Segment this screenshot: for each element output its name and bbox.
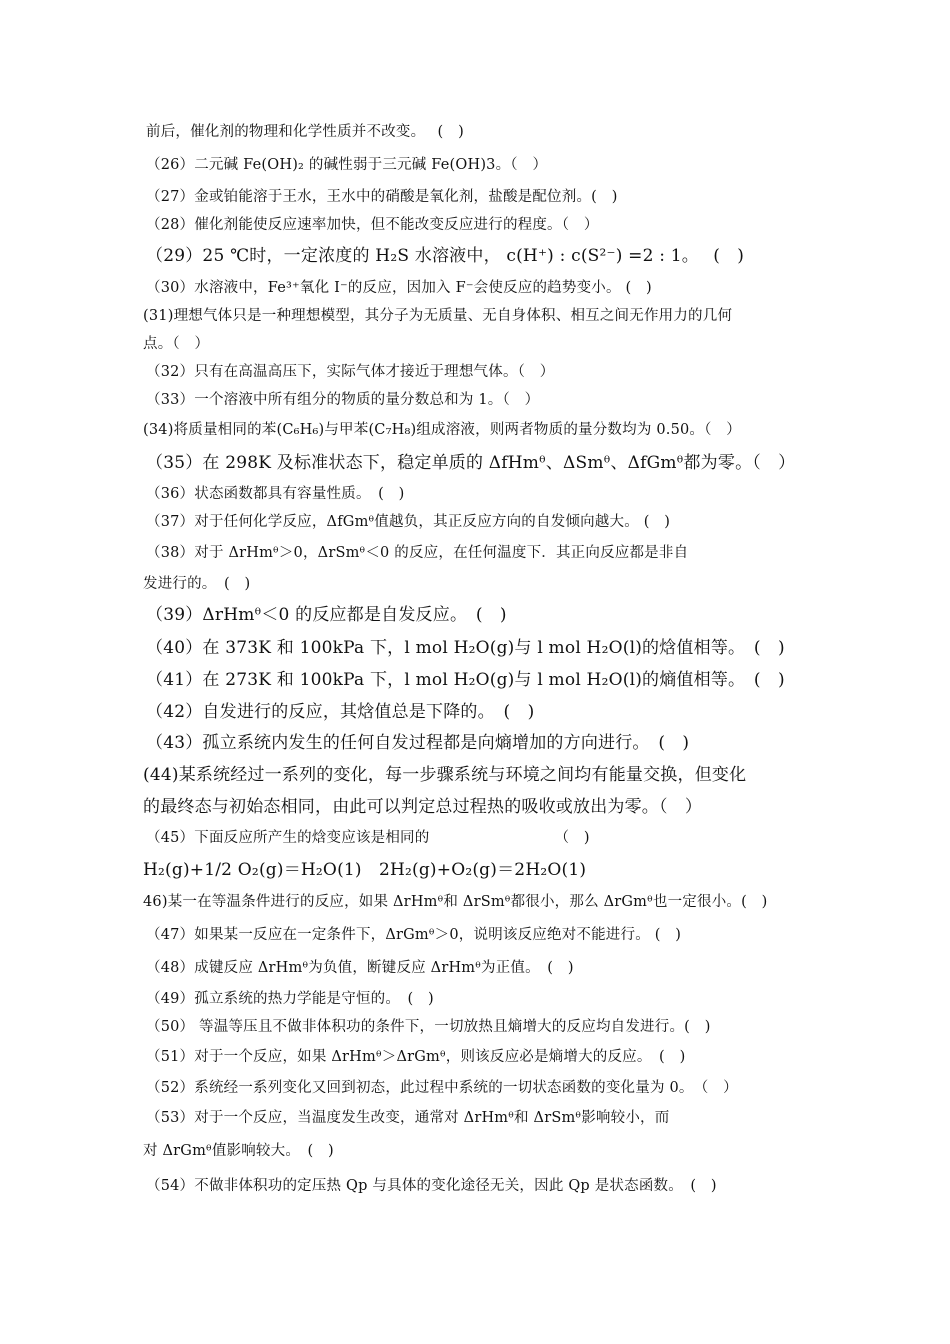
question-44-cont: 的最终态与初始态相同，由此可以判定总过程热的吸收或放出为零。（ ） bbox=[143, 797, 703, 817]
question-37: （37）对于任何化学反应，ΔfGmᶿ值越负，其正反应方向的自发倾向越大。 ( ) bbox=[146, 514, 671, 530]
question-48: （48）成键反应 ΔrHmᶿ为负值，断键反应 ΔrHmᶿ为正值。 ( ) bbox=[146, 960, 574, 976]
question-38-cont: 发进行的。 ( ) bbox=[143, 576, 251, 592]
question-53-cont: 对 ΔrGmᶿ值影响较大。 ( ) bbox=[143, 1143, 334, 1159]
question-31-cont: 点。（ ） bbox=[143, 336, 210, 352]
question-30: （30）水溶液中，Fe³⁺氧化 I⁻的反应，因加入 F⁻会使反应的趋势变小。 ( ) bbox=[146, 280, 652, 296]
question-44: (44)某系统经过一系列的变化，每一步骤系统与环境之间均有能量交换，但变化 bbox=[143, 765, 747, 785]
question-43: （43）孤立系统内发生的任何自发过程都是向熵增加的方向进行。 ( ) bbox=[146, 733, 690, 753]
question-39: （39）ΔrHmᶿ＜0 的反应都是自发反应。 ( ) bbox=[146, 605, 507, 625]
text-line: 前后，催化剂的物理和化学性质并不改变。 ( ) bbox=[146, 124, 464, 140]
question-32: （32）只有在高温高压下，实际气体才接近于理想气体。（ ） bbox=[146, 364, 555, 380]
question-35: （35）在 298K 及标准状态下，稳定单质的 ΔfHmᶿ、ΔSmᶿ、ΔfGmᶿ都为零。（ ） bbox=[146, 453, 796, 473]
question-52: （52）系统经一系列变化又回到初态，此过程中系统的一切状态函数的变化量为 0。 （ ） bbox=[146, 1080, 738, 1096]
question-26: （26）二元碱 Fe(OH)₂ 的碱性弱于三元碱 Fe(OH)3。（ ） bbox=[146, 157, 548, 173]
question-53: （53）对于一个反应，当温度发生改变，通常对 ΔrHmᶿ和 ΔrSmᶿ影响较小，而 bbox=[146, 1110, 670, 1126]
question-51: （51）对于一个反应，如果 ΔrHmᶿ＞ΔrGmᶿ，则该反应必是熵增大的反应。 ( ) bbox=[146, 1049, 686, 1065]
question-38: （38）对于 ΔrHmᶿ＞0，ΔrSmᶿ＜0 的反应，在任何温度下．其正向反应都是非自 bbox=[146, 545, 689, 561]
question-28: （28）催化剂能使反应速率加快，但不能改变反应进行的程度。（ ） bbox=[146, 217, 599, 233]
question-46: 46)某一在等温条件进行的反应，如果 ΔrHmᶿ和 ΔrSmᶿ都很小，那么 ΔrGmᶿ也一定很小。( ) bbox=[143, 894, 768, 910]
question-36: （36）状态函数都具有容量性质。 ( ) bbox=[146, 486, 405, 502]
question-40: （40）在 373K 和 100kPa 下，l mol H₂O(g)与 l mol H₂O(l)的焓值相等。 ( ) bbox=[146, 638, 785, 658]
question-45: （45）下面反应所产生的焓变应该是相同的 （ ) bbox=[146, 830, 590, 846]
question-47: （47）如果某一反应在一定条件下，ΔrGmᶿ＞0，说明该反应绝对不能进行。 ( ) bbox=[146, 927, 682, 943]
question-49: （49）孤立系统的热力学能是守恒的。 ( ) bbox=[146, 991, 434, 1007]
question-31: (31)理想气体只是一种理想模型，其分子为无质量、无自身体积、相互之间无作用力的几何 bbox=[143, 308, 733, 324]
question-41: （41）在 273K 和 100kPa 下，l mol H₂O(g)与 l mol H₂O(l)的熵值相等。 ( ) bbox=[146, 670, 785, 690]
question-29: （29）25 ℃时，一定浓度的 H₂S 水溶液中， c(H⁺) : c(S²⁻) =2 : 1。 ( ) bbox=[146, 246, 745, 266]
question-50: （50） 等温等压且不做非体积功的条件下，一切放热且熵增大的反应均自发进行。( ) bbox=[146, 1019, 711, 1035]
question-27: （27）金或铂能溶于王水，王水中的硝酸是氧化剂，盐酸是配位剂。( ) bbox=[146, 189, 618, 205]
question-33: （33）一个溶液中所有组分的物质的量分数总和为 1。（ ） bbox=[146, 392, 540, 408]
question-42: （42）自发进行的反应，其焓值总是下降的。 ( ) bbox=[146, 702, 535, 722]
question-34: (34)将质量相同的苯(C₆H₆)与甲苯(C₇H₈)组成溶液，则两者物质的量分数均为 0.50。（ ） bbox=[143, 422, 741, 438]
question-54: （54）不做非体积功的定压热 Qp 与具体的变化途径无关，因此 Qp 是状态函数。 ( ) bbox=[146, 1178, 717, 1194]
question-45-equations: H₂(g)+1/2 O₂(g)＝H₂O(1) 2H₂(g)+O₂(g)＝2H₂O(1) bbox=[143, 860, 587, 880]
